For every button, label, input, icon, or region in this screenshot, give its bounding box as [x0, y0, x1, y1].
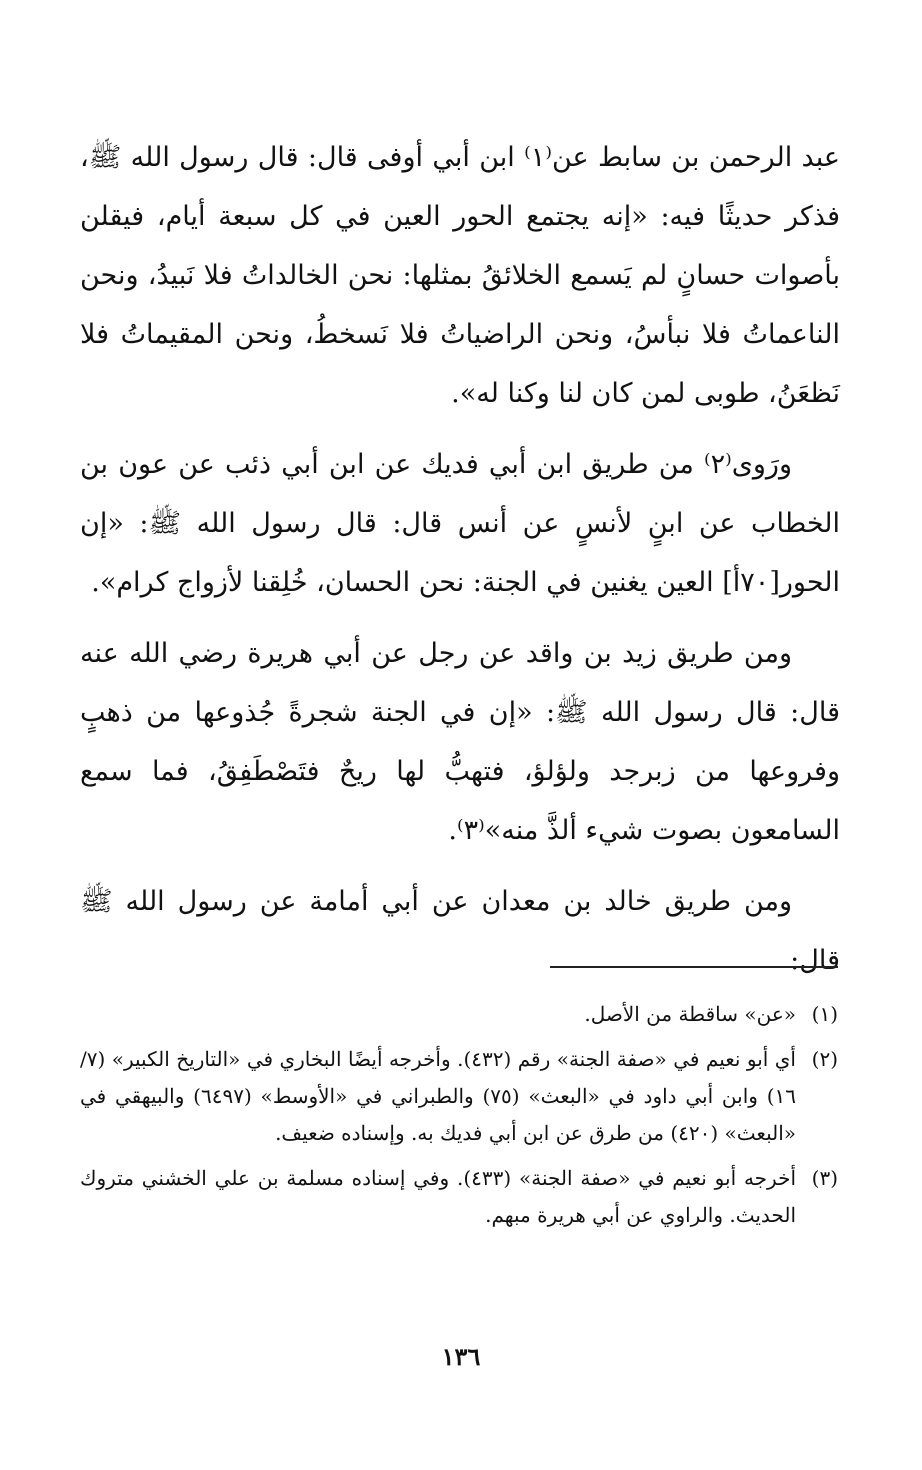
footnote-number: (٢): [811, 1047, 838, 1071]
main-text: [80, 128, 840, 1002]
paragraph-2: ورَوى⁽٢⁾ من طريق ابن أبي فديك عن ابن أبي ذئب عن عون بن الخطاب عن ابنٍ لأنسٍ عن أنس قال: قال رسول الله ﷺ: «إن الحور[٧٠أ] العين يغنين في الجنة: نحن الحسان، خُلِقنا لأزواج كرام».: [80, 449, 840, 598]
paragraph-4: ومن طريق خالد بن معدان عن أبي أمامة عن رسول الله ﷺ قال:: [80, 886, 840, 976]
footnote-2: [80, 1041, 838, 1152]
footnote-3: [80, 1160, 838, 1234]
paragraph-3: ومن طريق زيد بن واقد عن رجل عن أبي هريرة رضي الله عنه قال: قال رسول الله ﷺ: «إن في الجنة شجرةً جُذوعها من ذهبٍ وفروعها من زبرجد ولؤلؤ، فتهبُّ لها ريحٌ فتَصْطَفِقُ، فما سمع السامعون بصوت شيء ألذَّ منه»⁽٣⁾.: [80, 638, 840, 846]
footnote-text: أخرجه أبو نعيم في «صفة الجنة» (٤٣٣). وفي إسناده مسلمة بن علي الخشني متروك الحديث. والراوي عن أبي هريرة مبهم.: [80, 1166, 796, 1227]
paragraph-1: عبد الرحمن بن سابط عن⁽١⁾ ابن أبي أوفى قال: قال رسول الله ﷺ، فذكر حديثًا فيه: «إنه يجتمع الحور العين في كل سبعة أيام، فيقلن بأصوات حسانٍ لم يَسمع الخلائقُ بمثلها: نحن الخالداتُ فلا نَبيدُ، ونحن الناعماتُ فلا نبأسُ، ونحن الراضياتُ فلا نَسخطُ، ونحن المقيماتُ فلا نَظعَنُ، طوبى لمن كان لنا وكنا له».: [80, 142, 840, 409]
footnote-text: «عن» ساقطة من الأصل.: [584, 1002, 796, 1026]
footnotes: [80, 996, 838, 1242]
page-number: ١٣٦: [441, 1342, 481, 1371]
footnote-text: أي أبو نعيم في «صفة الجنة» رقم (٤٣٢). وأخرجه أيضًا البخاري في «التاريخ الكبير» (٧/ ١٦) وابن أبي داود في «البعث» (٧٥) والطبراني في «الأوسط» (٦٤٩٧) والبيهقي في «البعث» (٤٢٠) من طرق عن ابن أبي فديك به. وإسناده ضعيف.: [80, 1047, 796, 1145]
footnote-number: (٣): [811, 1166, 838, 1190]
footnote-number: (١): [811, 1002, 838, 1026]
footnote-divider: [550, 966, 838, 968]
footnote-1: [80, 996, 838, 1033]
